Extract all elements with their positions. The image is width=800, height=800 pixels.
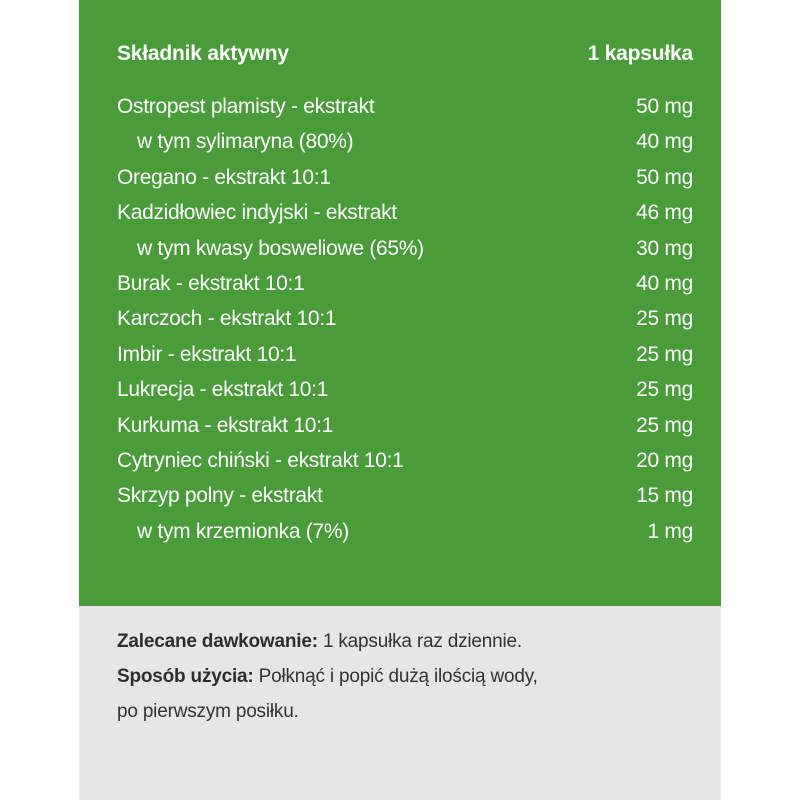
recommended-dosage-label: Zalecane dawkowanie: [117, 631, 318, 652]
table-row [117, 195, 693, 230]
table-row [117, 443, 693, 478]
ingredient-amount: 40 mg [636, 271, 693, 295]
ingredient-name: Cytryniec chiński - ekstrakt 10:1 [117, 448, 404, 472]
recommended-dosage-line [117, 624, 701, 659]
dosage-section [79, 606, 721, 800]
label-panel [79, 0, 721, 800]
ingredient-amount: 46 mg [636, 201, 693, 225]
ingredient-name: Kadzidłowiec indyjski - ekstrakt [117, 201, 397, 225]
dosage-text [117, 624, 701, 729]
table-header [117, 42, 693, 70]
ingredient-amount: 40 mg [636, 130, 693, 154]
ingredient-name: Imbir - ekstrakt 10:1 [117, 342, 297, 366]
usage-value-line1: Połknąć i popić dużą ilością wody, [253, 666, 538, 687]
usage-line-continued [117, 694, 701, 729]
table-row [117, 266, 693, 301]
ingredient-amount: 25 mg [636, 342, 693, 366]
ingredient-amount: 25 mg [636, 413, 693, 437]
ingredient-name: w tym kwasy bosweliowe (65%) [137, 236, 424, 260]
table-row [117, 124, 693, 159]
ingredient-column-header: Składnik aktywny [117, 42, 289, 65]
ingredient-name: Lukrecja - ekstrakt 10:1 [117, 378, 329, 402]
recommended-dosage-value: 1 kapsułka raz dziennie. [317, 631, 522, 652]
ingredient-name: Skrzyp polny - ekstrakt [117, 484, 323, 508]
ingredient-name: Oregano - ekstrakt 10:1 [117, 165, 331, 189]
table-row [117, 160, 693, 195]
ingredient-amount: 20 mg [636, 448, 693, 472]
ingredients-section [79, 0, 721, 606]
ingredient-name: Ostropest plamisty - ekstrakt [117, 95, 375, 118]
table-row [117, 408, 693, 443]
ingredient-amount: 1 mg [647, 519, 693, 543]
usage-line [117, 659, 701, 694]
usage-label: Sposób użycia: [117, 666, 254, 687]
table-row [117, 231, 693, 266]
ingredient-name: w tym sylimaryna (80%) [137, 130, 354, 154]
ingredient-name: Burak - ekstrakt 10:1 [117, 271, 305, 295]
amount-column-header: 1 kapsułka [587, 42, 693, 65]
ingredient-amount: 30 mg [636, 236, 693, 260]
ingredient-list [117, 89, 693, 549]
usage-value-line2: po pierwszym posiłku. [117, 701, 299, 722]
table-row [117, 337, 693, 372]
ingredient-amount: 25 mg [636, 307, 693, 331]
ingredient-name: Karczoch - ekstrakt 10:1 [117, 307, 337, 331]
ingredient-name: Kurkuma - ekstrakt 10:1 [117, 413, 334, 437]
table-row [117, 514, 693, 549]
ingredient-amount: 50 mg [636, 165, 693, 189]
table-row [117, 89, 693, 124]
ingredient-name: w tym krzemionka (7%) [137, 519, 349, 543]
table-row [117, 478, 693, 513]
ingredient-amount: 50 mg [636, 95, 693, 118]
ingredient-amount: 25 mg [636, 378, 693, 402]
table-row [117, 372, 693, 407]
table-row [117, 301, 693, 336]
ingredient-amount: 15 mg [636, 484, 693, 508]
